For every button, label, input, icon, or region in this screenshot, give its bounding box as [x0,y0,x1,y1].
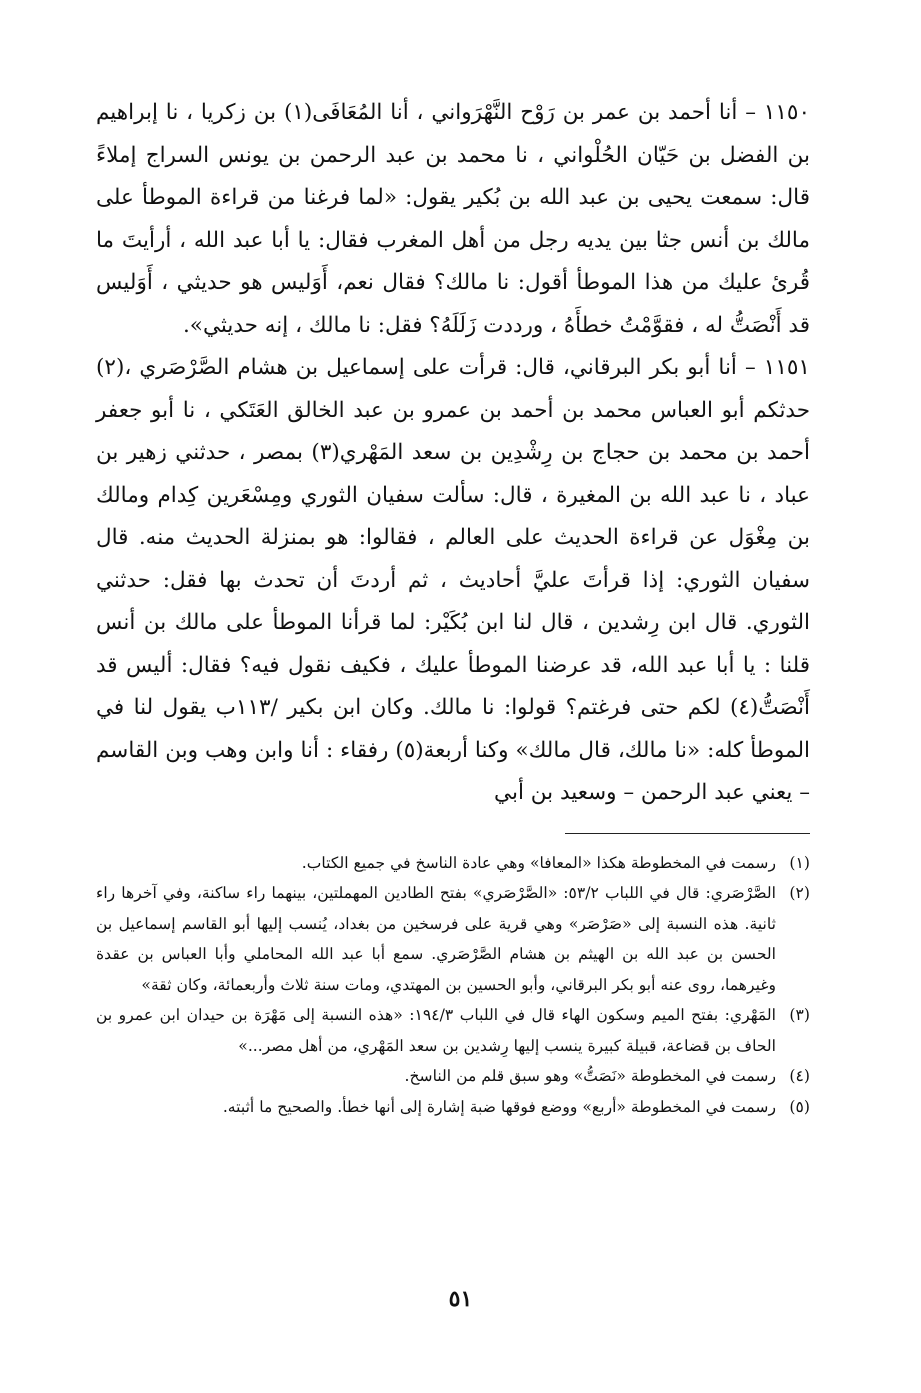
footnote-separator [565,833,810,834]
footnote-marker: (٥) [789,1097,810,1116]
hadith-paragraph-1150 [96,92,810,347]
footnote-5 [96,1092,810,1123]
footnote-text: رسمت في المخطوطة «أربع» ووضع فوقها ضبة إشارة إلى أنها خطأ. والصحيح ما أثبته. [222,1097,776,1116]
footnote-marker: (٤) [789,1067,810,1085]
hadith-text: أنا أبو بكر البرقاني، قال: قرأت على إسماعيل بن هشام الصَّرْصَري ،(٢) حدثكم أبو العباس محمد بن أحمد بن عمرو بن عبد الخالق العَتَكي ، نا أبو جعفر أحمد بن محمد بن حجاج بن رِشْدِين بن سعد المَهْري(٣) بمصر ، حدثني زهير بن عباد ، نا عبد الله بن المغيرة ، قال: سألت سفيان الثوري ومِسْعَرين كِدام ومالك بن مِغْوَل عن قراءة الحديث على العالم ، فقالوا: هو بمنزلة الحديث منه. قال سفيان الثوري: إذا قرأتَ عليَّ أحاديث ، ثم أردتَ أن تحدث بها فقل: حدثني الثوري. قال ابن رِشدين ، قال لنا ابن بُكَيْر: لما قرأنا الموطأ على مالك بن أنس قلنا : يا أبا عبد الله، قد عرضنا الموطأ عليك ، فكيف نقول فيه؟ فقال: أليس قد أَنْصَتُّ(٤) لكم حتى فرغتم؟ قولوا: نا مالك. وكان ابن بكير /١١٣ب يقول لنا في الموطأ كله: «نا مالك، قال مالك» وكنا أربعة(٥) رفقاء : أنا وابن وهب وبن القاسم – يعني عبد الرحمن – وسعيد بن أبي [96,355,811,805]
footnote-text: المَهْري: بفتح الميم وسكون الهاء قال في اللباب ١٩٤/٣: «هذه النسبة إلى مَهْرَة بن حيدان ابن عمرو بن الحاف بن قضاعة، قبيلة كبيرة ينسب إليها رِشدين بن سعد المَهْري، من أهل مصر...» [96,1006,776,1055]
hadith-number: ١١٥١ – [744,355,810,380]
main-text [96,92,810,815]
footnote-4 [96,1061,810,1092]
footnote-3 [96,1000,810,1061]
hadith-paragraph-1151 [96,347,810,815]
footnote-2 [96,878,810,1000]
footnote-text: رسمت في المخطوطة «نَصَتُّ» وهو سبق قلم من الناسخ. [404,1067,776,1085]
footnote-text: رسمت في المخطوطة هكذا «المعافا» وهي عادة الناسخ في جميع الكتاب. [301,853,776,872]
footnote-marker: (٢) [789,884,810,902]
footnote-marker: (١) [789,853,810,872]
footnote-1 [96,848,810,879]
footnote-marker: (٣) [789,1006,810,1024]
hadith-number: ١١٥٠ – [745,100,810,125]
hadith-text: أنا أحمد بن عمر بن رَوْح النَّهْرَواني ، أنا المُعَافَى(١) بن زكريا ، نا إبراهيم بن الفضل بن حَيّان الحُلْواني ، نا محمد بن عبد الرحمن بن يونس السراج إملاءً قال: سمعت يحيى بن عبد الله بن بُكير يقول: «لما فرغنا من قراءة الموطأ على مالك بن أنس جثا بين يديه رجل من أهل المغرب فقال: يا أبا عبد الله ، أرأيتَ ما قُرئ عليك من هذا الموطأ أقول: نا مالك؟ فقال نعم، أَوَليس هو حديثي ، أَوَليس قد أَنْصَتُّ له ، فقوَّمْتُ خطأَهُ ، ورددت زَلَلَهُ؟ فقل: نا مالك ، إنه حديثي». [96,100,810,338]
footnote-text: الصَّرْصَري: قال في اللباب ٥٣/٢: «الصَّرْصَري» بفتح الطادين المهملتين، بينهما راء ساكنة، وفي آخرها راء ثانية. هذه النسبة إلى «صَرْصَر» وهي قرية على فرسخين من بغداد، يُنسب إليها أبو القاسم إسماعيل بن الحسن بن عبد الله بن الهيثم بن هشام الصَّرْصَري. سمع أبا عبد الله المحاملي وأبا العباس بن عقدة وغيرهما، روى عنه أبو بكر البرقاني، وأبو الحسين بن المهتدي، ومات سنة ثلاث وأربعمائة، وكان ثقة» [96,884,776,994]
footnotes [96,848,810,1123]
page-number: ٥١ [448,1286,473,1312]
book-page [96,92,810,1122]
